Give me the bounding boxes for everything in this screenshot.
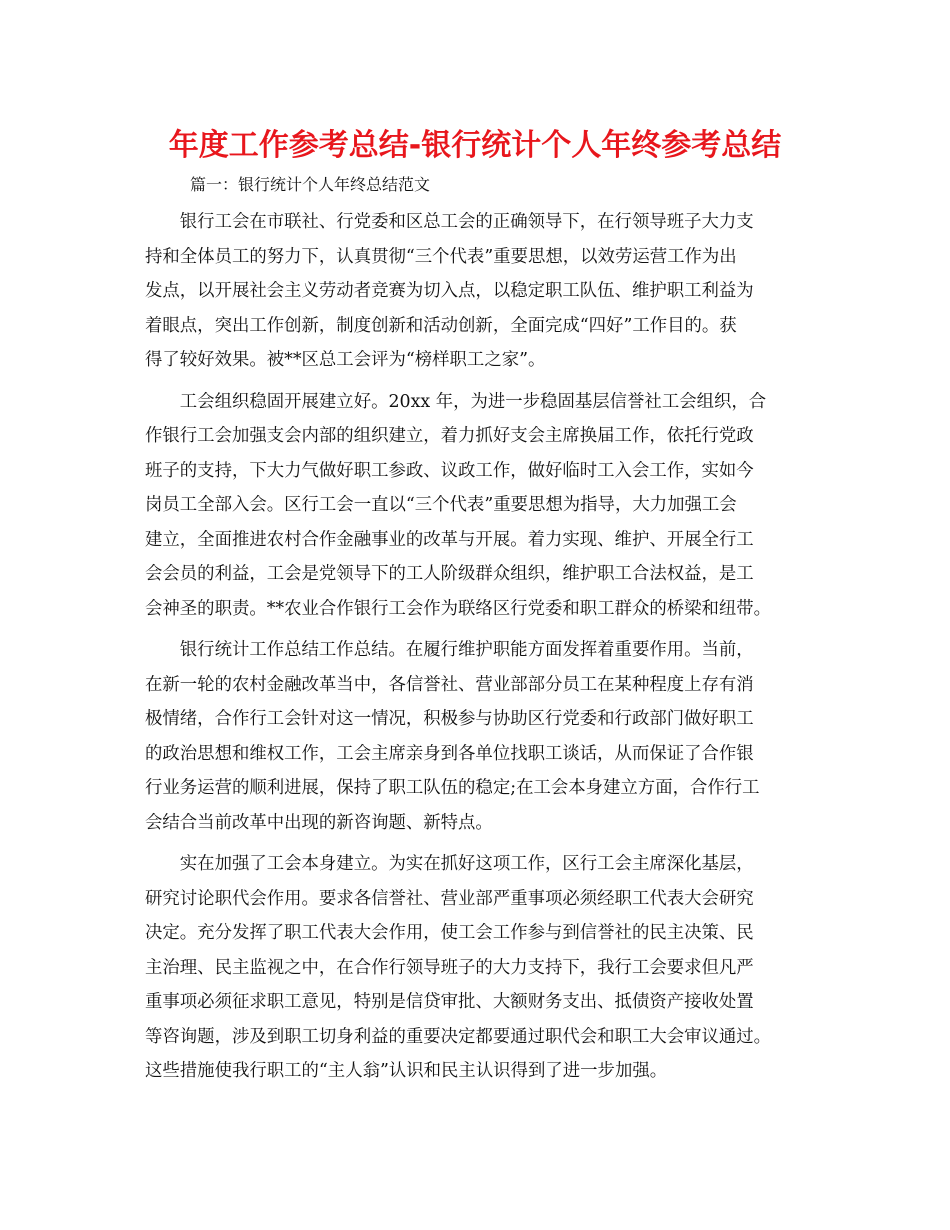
- paragraph-line: 岗员工全部入会。区行工会一直以“三个代表”重要思想为指导，大力加强工会: [145, 495, 737, 515]
- paragraph-line: 建立，全面推进农村合作金融事业的改革与开展。着力实现、维护、开展全行工: [145, 529, 754, 550]
- paragraph-line: 得了较好效果。被**区总工会评为“榜样职工之家”。: [145, 350, 546, 370]
- paragraph-line: 极情绪，合作行工会针对这一情况，积极参与协助区行党委和行政部门做好职工: [145, 709, 754, 729]
- paragraph-line: 工会组织稳固开展建立好。20xx 年，为进一步稳固基层信誉社工会组织，合: [145, 391, 767, 412]
- paragraph-4: [145, 847, 817, 1089]
- paragraph-line: 作银行工会加强支会内部的组织建立，着力抓好支会主席换届工作，依托行党政: [145, 426, 754, 446]
- paragraph-line: 等咨询题，涉及到职工切身利益的重要决定都要通过职代会和职工大会审议通过。: [145, 1026, 772, 1047]
- paragraph-line: 这些措施使我行职工的“主人翁”认识和民主认识得到了进一步加强。: [145, 1061, 668, 1081]
- paragraph-line: 重事项必须征求职工意见，特别是信贷审批、大额财务支出、抵债资产接收处置: [145, 992, 754, 1012]
- paragraph-line: 决定。充分发挥了职工代表大会作用，使工会工作参与到信誉社的民主决策、民: [145, 923, 754, 943]
- paragraph-line: 主治理、民主监视之中，在合作行领导班子的大力支持下，我行工会要求但凡严: [145, 957, 754, 978]
- paragraph-line: 银行工会在市联社、行党委和区总工会的正确领导下，在行领导班子大力支: [145, 212, 754, 232]
- section-heading: 篇一：银行统计个人年终总结范文: [190, 175, 431, 194]
- paragraph-line: 会会员的利益，工会是党领导下的工人阶级群众组织，维护职工合法权益，是工: [145, 564, 754, 584]
- paragraph-line: 着眼点，突出工作创新，制度创新和活动创新，全面完成“四好”工作目的。获: [145, 315, 737, 336]
- paragraph-2: [145, 385, 817, 627]
- paragraph-line: 持和全体员工的努力下，认真贯彻“三个代表”重要思想，以效劳运营工作为出: [145, 246, 737, 267]
- paragraph-line: 会结合当前改革中出现的新咨询题、新特点。: [145, 812, 493, 833]
- paragraph-line: 研究讨论职代会作用。要求各信誉社、营业部严重事项必须经职工代表大会研究: [145, 888, 754, 909]
- paragraph-line: 发点，以开展社会主义劳动者竞赛为切入点，以稳定职工队伍、维护职工利益为: [145, 281, 754, 301]
- paragraph-line: 银行统计工作总结工作总结。在履行维护职能方面发挥着重要作用。当前，: [145, 640, 754, 660]
- document-title: 年度工作参考总结-银行统计个人年终参考总结: [168, 128, 782, 163]
- paragraph-line: 在新一轮的农村金融改革当中，各信誉社、营业部部分员工在某种程度上存有消: [145, 674, 754, 695]
- paragraph-line: 的政治思想和维权工作，工会主席亲身到各单位找职工谈话，从而保证了合作银: [145, 743, 754, 764]
- paragraph-line: 会神圣的职责。**农业合作银行工会作为联络区行党委和职工群众的桥梁和纽带。: [145, 598, 772, 619]
- document-body: [145, 205, 817, 1089]
- paragraph-line: 行业务运营的顺利进展，保持了职工队伍的稳定;在工会本身建立方面，合作行工: [145, 778, 760, 798]
- paragraph-line: 实在加强了工会本身建立。为实在抓好这项工作，区行工会主席深化基层，: [145, 854, 754, 874]
- paragraph-3: [145, 633, 817, 840]
- paragraph-1: [145, 205, 817, 378]
- paragraph-line: 班子的支持，下大力气做好职工参政、议政工作，做好临时工入会工作，实如今: [145, 460, 754, 481]
